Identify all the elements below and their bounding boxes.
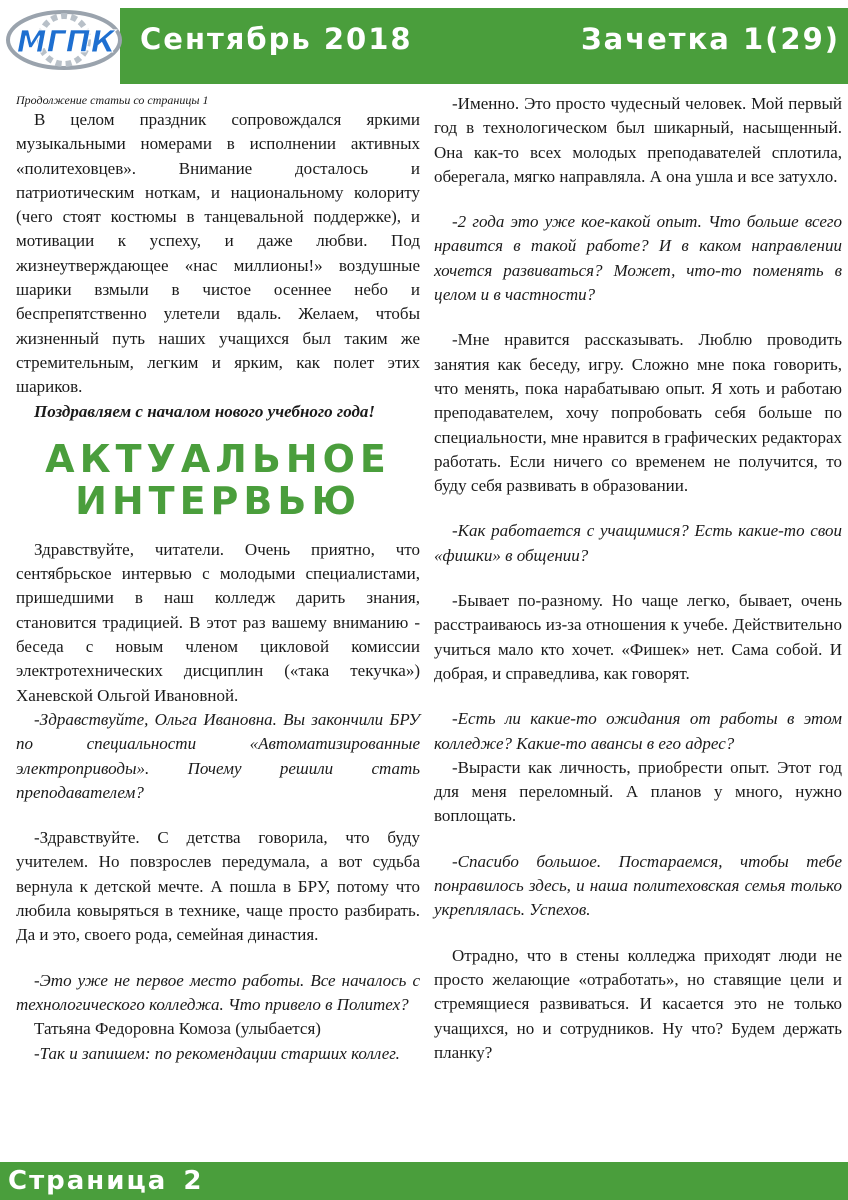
right-column: [434, 92, 842, 1065]
page-header: [0, 0, 848, 85]
issue-date: Сентябрь 2018: [140, 22, 413, 56]
interview-question: -2 года это уже кое-какой опыт. Что больше всего нравится в такой работе? И в каком направлении хочется развиваться? Может, что-то поменять в целом и в частности?: [434, 212, 842, 305]
interview-question: -Есть ли какие-то ожидания от работы в этом колледже? Какие-то авансы в его адрес?: [434, 709, 842, 753]
interview-question: -Спасибо большое. Постараемся, чтобы тебе понравилось здесь, и наша политеховская семья только укреплялась. Успехов.: [434, 851, 842, 920]
spacer: [16, 805, 420, 826]
interview-answer: -Здравствуйте. С детства говорила, что буду учителем. Но повзрослев передумала, а вот судьба вернула к детской мечте. А пошла в БРУ, потому что любила ковыряться в технике, чаще просто разбирать. Да и это, своего рода, семейная династия.: [16, 828, 420, 945]
interview-answer: -Мне нравится рассказывать. Люблю проводить занятия как беседу, игру. Сложно мне пока говорить, что менять, пока нарабатываю опыт. Я хоть и работаю преподавателем, хочу попробовать себя больше по специальности, мне нравится в графических редакторах работать. Если ничего со временем не получится, то буду себя развивать в образовании.: [434, 330, 842, 496]
page-number: 2: [183, 1166, 204, 1196]
interview-answer: -Именно. Это просто чудесный человек. Мой первый год в технологическом был шикарный, насыщенный. Она как-то всех молодых преподавателей сплотила, оберегала, мягко направляла. А она ушла и все затухло.: [434, 94, 842, 186]
section-title: АКТУАЛЬНОЕ ИНТЕРВЬЮ: [45, 436, 391, 523]
spacer: [434, 498, 842, 519]
left-column: [16, 92, 420, 1066]
interview-intro: Здравствуйте, читатели. Очень приятно, что сентябрьское интервью с молодыми специалистами, пришедшими в наш колледж дарить знания, становится традицией. В этот раз вашему вниманию - беседа с новым членом цикловой комиссии электротехнических дисциплин («така текучка») Ханевской Ольгой Ивановной.: [16, 539, 420, 705]
interview-question: -Это уже не первое место работы. Все началось с технологического колледжа. Что привело в Политех?: [16, 970, 420, 1014]
interview-answer: -Бывает по-разному. Но чаще легко, бывает, очень расстраиваюсь из-за отношения к учебе. Действительно учиться мало кто хочет. «Фишек» нет. Сама собой. И добрая, и справедлива, как говорят.: [434, 591, 842, 683]
logo: [0, 0, 130, 85]
spacer: [434, 923, 842, 944]
page-label: [8, 1166, 203, 1196]
spacer: [16, 948, 420, 969]
interview-answer: -Вырасти как личность, приобрести опыт. Этот год для меня переломный. А планов у много, нужно воплощать.: [434, 757, 842, 826]
publication-title: Зачетка 1(29): [581, 22, 840, 56]
interview-question: -Здравствуйте, Ольга Ивановна. Вы закончили БРУ по специальности «Автоматизированные электроприводы». Почему решили стать преподавателем?: [16, 709, 420, 802]
article-paragraph: В целом праздник сопровождался яркими музыкальными номерами в исполнении активных «политеховцев». Внимание досталось и патриотическим ноткам, и национальному колориту (чего стоят костюмы в танцевальной поддержке), и мотивации к успеху, и даже любви. Под жизнеутверждающее «нас миллионы!» воздушные шарики взмыли в чистое осеннее небо и беспрепятственно улетели вдаль. Желаем, чтобы жизненный путь наших учащихся был таким же стремительным, легким и ярким, как полет этих шариков.: [16, 110, 420, 397]
spacer: [434, 307, 842, 328]
closing-paragraph: Отрадно, что в стены колледжа приходят люди не просто желающие «отработать», но ставящие цели и стремящиеся развиваться. И касается это не только учащихся, но и сотрудников. Ну что? Будем держать планку?: [434, 945, 842, 1062]
spacer: [434, 829, 842, 850]
congratulation: Поздравляем с началом нового учебного года!: [34, 401, 376, 421]
interview-question: -Так и запишем: по рекомендации старших коллег.: [34, 1043, 400, 1063]
interview-answer: Татьяна Федоровна Комоза (улыбается): [34, 1019, 321, 1039]
logo-text: МГПК: [16, 25, 116, 60]
page-footer: [0, 1158, 848, 1200]
page-label-text: Страница: [8, 1166, 168, 1196]
spacer: [434, 686, 842, 707]
interview-question: -Как работается с учащимися? Есть какие-то свои «фишки» в общении?: [434, 521, 842, 565]
spacer: [434, 568, 842, 589]
continued-note: Продолжение статьи со страницы 1: [16, 93, 209, 107]
spacer: [434, 189, 842, 210]
